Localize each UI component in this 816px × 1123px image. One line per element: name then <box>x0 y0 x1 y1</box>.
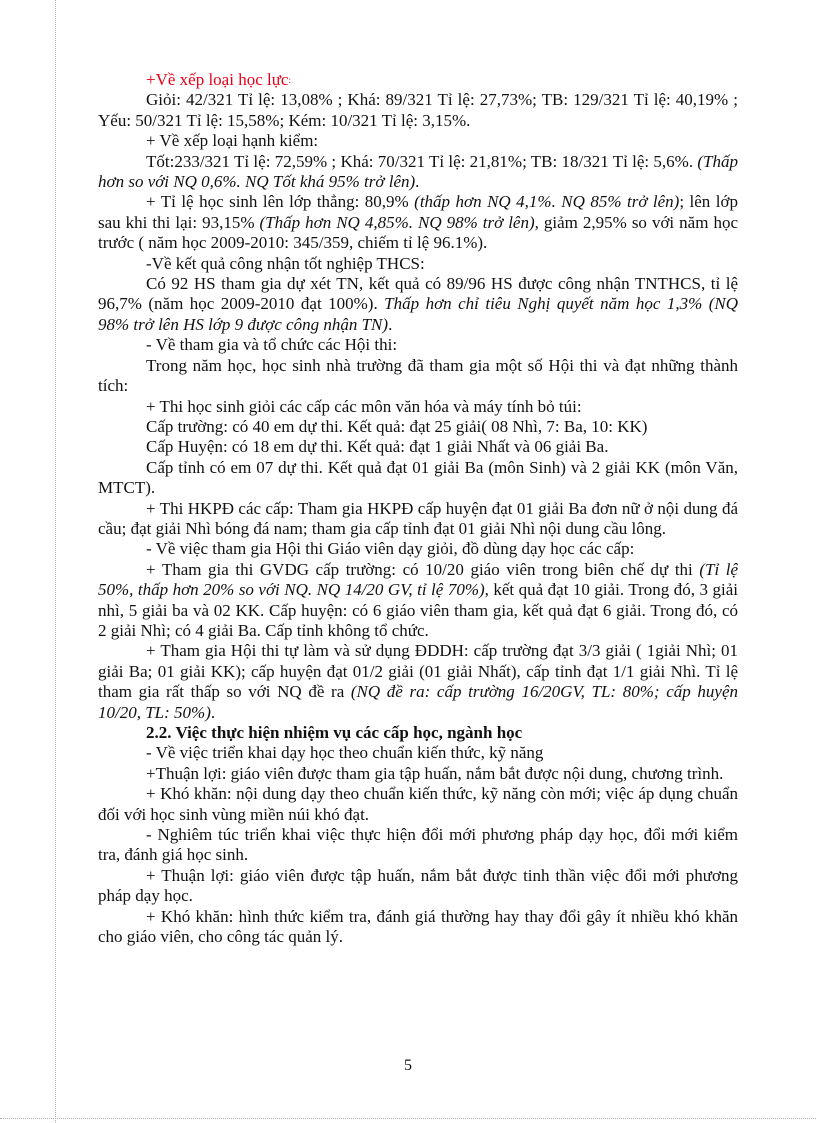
paragraph-doi-moi: - Nghiêm túc triển khai việc thực hiện đổi mới phương pháp dạy học, đổi mới kiểm tra, đánh giá học sinh. <box>98 825 738 865</box>
page-bottom-line <box>0 1118 816 1119</box>
note-dddh: (NQ đề ra: cấp trường 16/20GV, TL: 80%; cấp huyện 10/20, TL: 50%) <box>98 682 738 722</box>
paragraph-gvdg: + Tham gia thi GVDG cấp trường: có 10/20 giáo viên trong biên chế dự thi (Tỉ lệ 50%, thấp hơn 20% so với NQ. NQ 14/20 GV, tỉ lệ 70%), kết quả đạt 10 giải. Trong đó, 3 giải nhì, 5 giải ba và 02 KK. Cấp huyện: có 6 giáo viên tham gia, kết quả đạt 6 giải. Trong đó, có 2 giải Nhì; có 4 giải Ba. Cấp tỉnh không tổ chức. <box>98 559 738 640</box>
paragraph-thuan-loi-2: + Thuận lợi: giáo viên được tập huấn, nắm bắt được tinh thần việc đổi mới phương pháp dạy học. <box>98 865 738 906</box>
page-margin-line <box>55 0 56 1123</box>
paragraph-cap-tinh: Cấp tỉnh có em 07 dự thi. Kết quả đạt 01 giải Ba (môn Sinh) và 2 giải KK (môn Văn, MTCT). <box>98 457 738 498</box>
heading-hoi-thi: - Về tham gia và tổ chức các Hội thi: <box>146 335 398 355</box>
heading-hsg: + Thi học sinh giỏi các cấp các môn văn hóa và máy tính bỏ túi: <box>146 396 582 416</box>
paragraph-kho-khan-2: + Khó khăn: hình thức kiểm tra, đánh giá thường hay thay đổi gây ít nhiều khó khăn cho giáo viên, cho công tác quản lý. <box>98 906 738 947</box>
page-number: 5 <box>404 1057 412 1074</box>
paragraph-kho-khan-1: + Khó khăn: nội dung dạy theo chuẩn kiến thức, kỹ năng còn mới; việc áp dụng chuẩn đối với học sinh vùng miền núi khó đạt. <box>98 784 738 824</box>
note-len-lop-thang: (thấp hơn NQ 4,1%. NQ 85% trở lên) <box>414 192 680 212</box>
heading-tot-nghiep: -Về kết quả công nhận tốt nghiệp THCS: <box>146 253 425 273</box>
note-len-lop-thi-lai: (Thấp hơn NQ 4,85%. NQ 98% trở lên), <box>259 212 539 232</box>
heading-gvdg: - Về việc tham gia Hội thi Giáo viên dạy giỏi, đồ dùng dạy học các cấp: <box>146 539 635 559</box>
heading-hanh-kiem: + Về xếp loại hạnh kiểm: <box>146 131 319 151</box>
note-gvdg: (Tỉ lệ 50%, thấp hơn 20% so với NQ. NQ 14/20 GV, tỉ lệ 70%) <box>98 559 738 600</box>
paragraph-tot-nghiep: Có 92 HS tham gia dự xét TN, kết quả có 89/96 HS được công nhận TNTHCS, tỉ lệ 96,7% (năm học 2009-2010 đạt 100%). Thấp hơn chỉ tiêu Nghị quyết năm học 1,3% (NQ 98% trở lên HS lớp 9 được công nhận TN). <box>98 274 738 334</box>
paragraph-thuan-loi-1: +Thuận lợi: giáo viên được tham gia tập huấn, nắm bắt được nội dung, chương trình. <box>146 763 724 783</box>
paragraph-hoc-luc: Giỏi: 42/321 Tỉ lệ: 13,08% ; Khá: 89/321 Tỉ lệ: 27,73%; TB: 129/321 Tỉ lệ: 40,19% ; Yếu: 50/321 Tỉ lệ: 15,58%; Kém: 10/321 Tỉ lệ: 3,15%. <box>98 90 738 130</box>
heading-hoc-luc: +Về xếp loại học lực <box>146 70 289 89</box>
paragraph-hoc-luc-heading: +Về xếp loại học lực: <box>146 70 291 89</box>
subheading-chuan-kien-thuc: - Về việc triển khai dạy học theo chuẩn kiến thức, kỹ năng <box>146 743 544 763</box>
paragraph-hkpd: + Thi HKPĐ các cấp: Tham gia HKPĐ cấp huyện đạt 01 giải Ba đơn nữ ở nội dung đá cầu; đạt giải Nhì bóng đá nam; tham gia cấp tỉnh đạt 01 giải Nhì nội dung cầu lông. <box>98 498 738 538</box>
note-tot-nghiep: Thấp hơn chỉ tiêu Nghị quyết năm học 1,3% (NQ 98% trở lên HS lớp 9 được công nhận TN) <box>98 294 738 334</box>
note-hanh-kiem: (Thấp hơn so với NQ 0,6%. NQ Tốt khá 95% trở lên) <box>98 151 738 192</box>
document-body <box>98 70 738 947</box>
paragraph-len-lop: + Tỉ lệ học sinh lên lớp thẳng: 80,9% (thấp hơn NQ 4,1%. NQ 85% trở lên); lên lớp sau khi thi lại: 93,15% (Thấp hơn NQ 4,85%. NQ 98% trở lên), giảm 2,95% so với năm học trước ( năm học 2009-2010: 345/359, chiếm tỉ lệ 96.1%). <box>98 192 738 253</box>
paragraph-hanh-kiem: Tốt:233/321 Tỉ lệ: 72,59% ; Khá: 70/321 Tỉ lệ: 21,81%; TB: 18/321 Tỉ lệ: 5,6%. (Thấp hơn so với NQ 0,6%. NQ Tốt khá 95% trở lên). <box>98 151 738 192</box>
paragraph-cap-truong: Cấp trường: có 40 em dự thi. Kết quả: đạt 25 giải( 08 Nhì, 7: Ba, 10: KK) <box>146 416 648 436</box>
paragraph-dddh: + Tham gia Hội thi tự làm và sử dụng ĐDDH: cấp trường đạt 3/3 giải ( 1giải Nhì; 01 giải Ba; 01 giải KK); cấp huyện đạt 01/2 giải (01 giải Nhất), cấp tỉnh đạt 1/1 giải Nhì. Tỉ lệ tham gia rất thấp so với NQ đề ra (NQ đề ra: cấp trường 16/20GV, TL: 80%; cấp huyện 10/20, TL: 50%). <box>98 641 738 722</box>
paragraph-hoi-thi-intro: Trong năm học, học sinh nhà trường đã tham gia một số Hội thi và đạt những thành tích: <box>98 355 738 396</box>
paragraph-cap-huyen: Cấp Huyện: có 18 em dự thi. Kết quả: đạt 1 giải Nhất và 06 giải Ba. <box>146 437 609 457</box>
section-heading-2-2: 2.2. Việc thực hiện nhiệm vụ các cấp học, ngành học <box>146 723 523 742</box>
